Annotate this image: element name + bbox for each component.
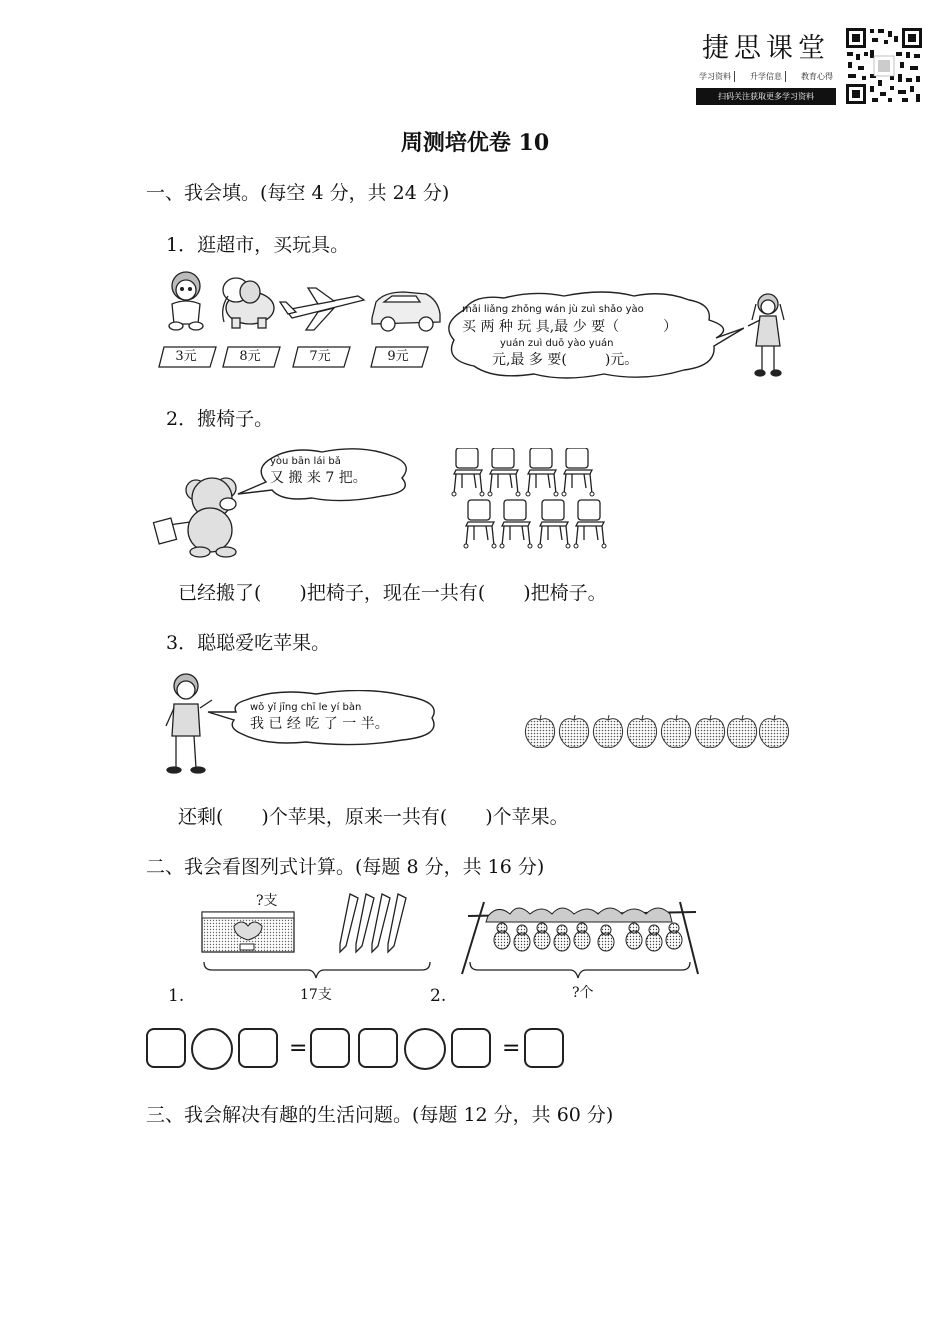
price-tag-airplane — [292, 346, 352, 368]
apples-illustration — [522, 712, 794, 752]
q2-label: 2．搬椅子。 — [166, 408, 274, 430]
eq1-equals: = — [289, 1036, 308, 1061]
doll-icon — [169, 272, 203, 330]
section2-heading: 二、我会看图列式计算。(每题 8 分，共 16 分) — [146, 856, 545, 878]
bubble-q1-pinyin-1: mǎi liǎng zhǒng wán jù zuì shǎo yào — [462, 304, 644, 315]
p1-bottom-caption: 17支 — [300, 987, 332, 1003]
price-tag-doll — [158, 346, 218, 368]
q2-answer-line: 已经搬了( )把椅子，现在一共有( )把椅子。 — [178, 582, 607, 604]
airplane-icon — [280, 288, 364, 330]
bubble-q1-pinyin-2: yuán zuì duō yào yuán — [500, 338, 614, 349]
p2-label: 2. — [430, 986, 447, 1006]
bubble-q2-text: 又 搬 来 7 把。 — [270, 470, 367, 486]
bubble-q1-line-1-end: ） — [663, 319, 678, 335]
qr-code[interactable] — [844, 26, 924, 106]
price-car: 9元 — [387, 349, 409, 364]
brand-tags — [696, 71, 836, 82]
q3-label: 3．聪聪爱吃苹果。 — [166, 632, 331, 654]
chairs-illustration — [448, 448, 618, 552]
q1-label: 1．逛超市，买玩具。 — [166, 234, 350, 256]
bubble-q1-text — [462, 304, 742, 369]
eq2-equals: = — [502, 1036, 521, 1061]
eq1-box-2[interactable] — [238, 1028, 278, 1068]
brand-name: 捷思课堂 — [702, 33, 830, 64]
section1-heading: 一、我会填。(每空 4 分，共 24 分) — [146, 182, 450, 204]
brand-tag-3: 教育心得 — [801, 72, 833, 81]
bubble-q3-text: 我 已 经 吃 了 一 半。 — [250, 716, 389, 732]
eq1-box-1[interactable] — [146, 1028, 186, 1068]
p1-top-caption: ?支 — [256, 893, 278, 909]
price-elephant: 8元 — [239, 349, 261, 364]
eq2-operator-circle[interactable] — [404, 1028, 446, 1070]
girl-icon — [744, 290, 794, 380]
price-airplane: 7元 — [309, 349, 331, 364]
page-title: 周测培优卷 10 — [400, 130, 550, 156]
q3-answer-line: 还剩( )个苹果，原来一共有( )个苹果。 — [178, 806, 569, 828]
eq2-box-1[interactable] — [358, 1028, 398, 1068]
gourd-rack-illustration — [458, 900, 704, 980]
price-doll: 3元 — [175, 349, 197, 364]
bubble-q2-pinyin: yòu bān lái bǎ — [270, 456, 341, 467]
brand-tag-2: 升学信息 — [747, 71, 786, 82]
car-icon — [372, 292, 440, 331]
brand-slogan: 扫码关注获取更多学习资料 — [696, 88, 836, 105]
bubble-q1-line-2: 元,最 多 要( — [492, 352, 567, 368]
brand-block — [696, 26, 836, 105]
price-tag-elephant — [222, 346, 282, 368]
eq1-operator-circle[interactable] — [191, 1028, 233, 1070]
eq2-result-box[interactable] — [524, 1028, 564, 1068]
bubble-q1-line-1: 买 两 种 玩 具,最 少 要（ — [462, 319, 620, 335]
toys-illustration — [158, 268, 448, 338]
eq2-box-2[interactable] — [451, 1028, 491, 1068]
eq1-result-box[interactable] — [310, 1028, 350, 1068]
bubble-q3-pinyin: wǒ yǐ jīng chī le yí bàn — [250, 702, 362, 713]
p1-label: 1. — [168, 986, 185, 1006]
bubble-q1-line-2-end: )元。 — [604, 352, 639, 368]
brand-tag-1: 学习资料 — [696, 71, 735, 82]
section3-heading: 三、我会解决有趣的生活问题。(每题 12 分，共 60 分) — [146, 1104, 614, 1126]
price-tag-car — [370, 346, 430, 368]
pencil-box-illustration — [200, 886, 436, 980]
elephant-icon — [223, 278, 274, 328]
p2-bottom-caption: ?个 — [572, 985, 594, 1001]
